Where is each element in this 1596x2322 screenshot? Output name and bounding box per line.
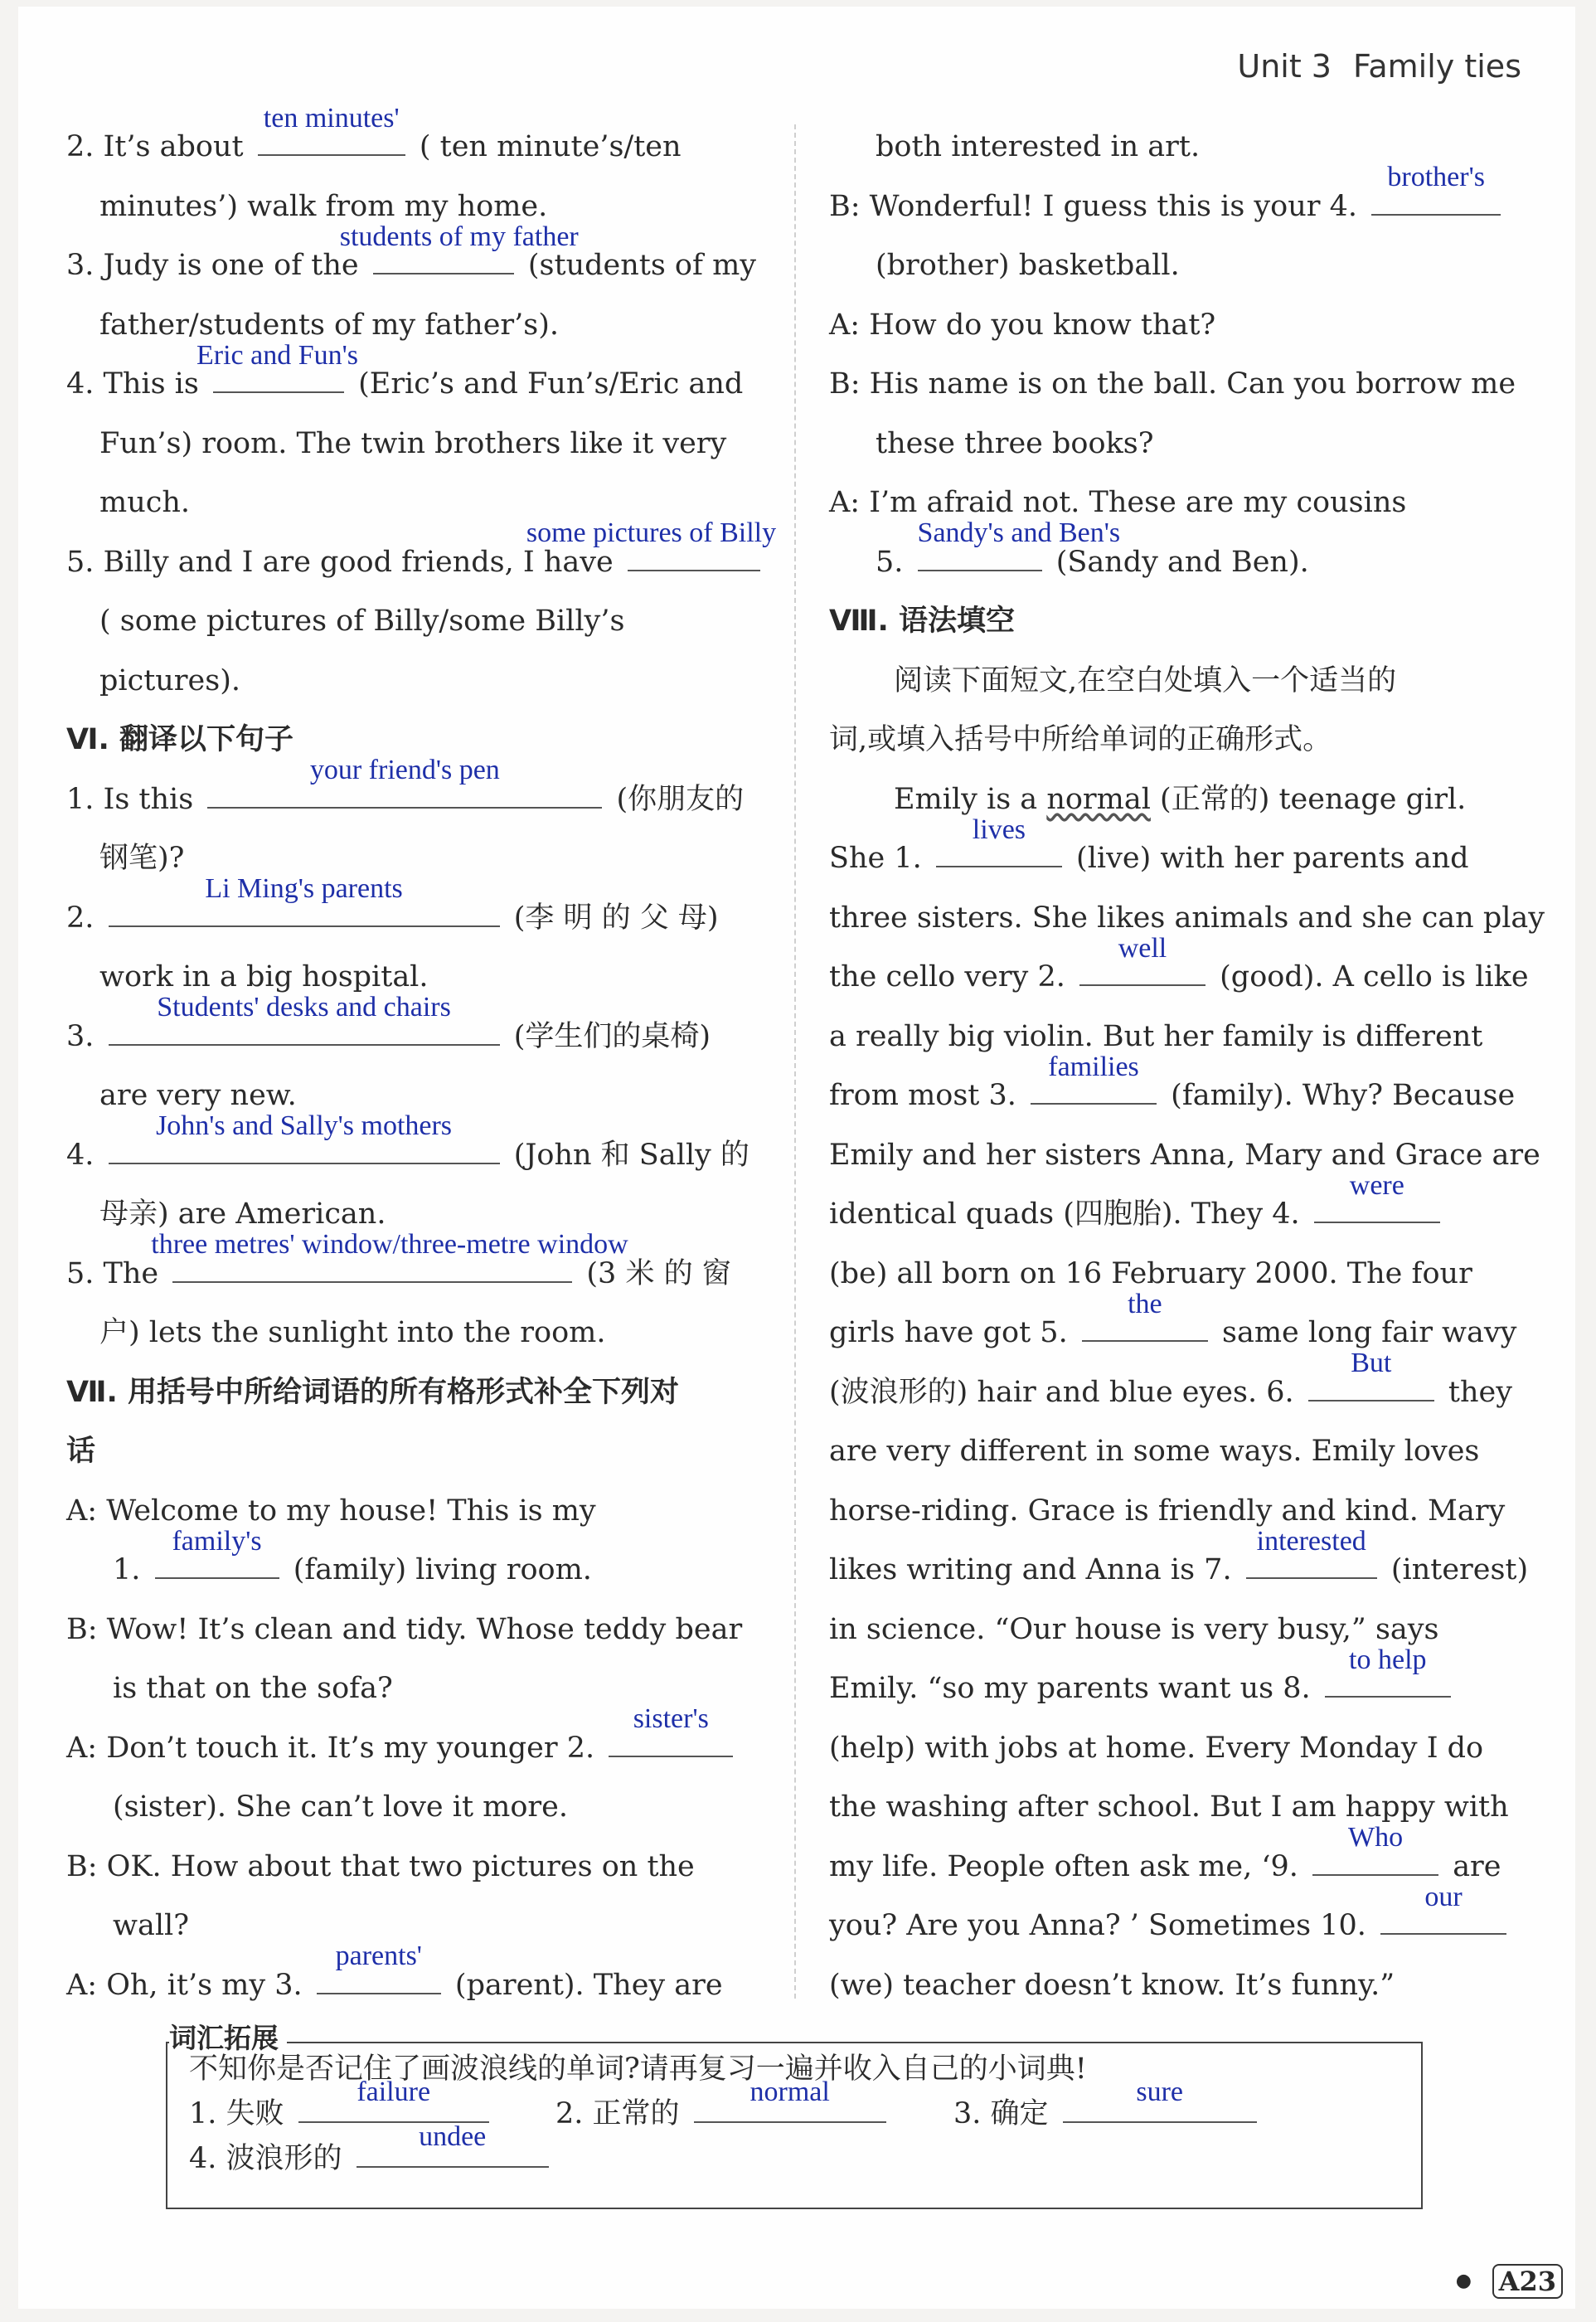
vocab-item-3: 3. 确定 sure — [953, 2091, 1262, 2136]
answer-blank[interactable]: students of my father — [373, 245, 514, 274]
vocab-item-4: 4. 波浪形的 undee — [189, 2136, 554, 2181]
answer-blank[interactable]: our — [1380, 1905, 1506, 1935]
answer-blank[interactable]: interested — [1246, 1549, 1377, 1579]
translate-4: 4. John's and Sally's mothers (John 和 Sally 的 — [66, 1110, 749, 1172]
exercise-5-5: 5. Billy and I are good friends, I have some pictures of Billy — [66, 517, 777, 579]
section-6-heading: Ⅵ. 翻译以下句子 — [66, 723, 293, 756]
vocab-item-2: 2. 正常的 normal — [555, 2091, 891, 2136]
answer-blank[interactable]: Who — [1312, 1846, 1438, 1876]
vocab-intro: 不知你是否记住了画波浪线的单词?请再复习一遍并收入自己的小词典! — [189, 2052, 1087, 2086]
left-column: 2. It’s about ten minutes' ( ten minute’s/ten minutes’) walk from my home. 3. Judy is one of the students of my father (students of my father/students of my father’s). 4. This is Eric and Fun's (Eric’s and Fun’s/Eric and Fun’s) room. The twin brothers like it very much. 5. Billy and I are good friends, I have some pictures of Billy ( some pictures of Billy/some Billy’s pictures). Ⅵ. 翻译以下句子 1. Is this your friend's pen (你朋友的 钢笔)? 2. Li Ming's parents (李 明 的 父 母) work in a big hospital. 3. Students' desks and chairs (学生们的桌椅) are very new. 4. John's and Sally's mothers (John 和 Sally 的 母亲) are American. 5. The three metres' window/three-metre window (3 米 的 窗 户) lets the sunlight into the room. Ⅶ. 用括号中所给词语的所有格形式补全下列对 话 A: Welcome to my house! This is my 1. family's (family) living room. B: Wow! It’s clean and tidy. Whose teddy bear is that on the sofa? A: Don’t touch it. It’s my younger 2. sister's (sister). She can’t love it more. B: OK. How about that two pictures on the wall? A: Oh, it’s my 3. parents' (parent). They are — [66, 118, 763, 2015]
grammar-blank-7: likes writing and Anna is 7. interested (interest) — [829, 1525, 1529, 1586]
exercise-5-4: 4. This is Eric and Fun's (Eric’s and Fun’s/Eric and — [66, 339, 744, 401]
translate-3: 3. Students' desks and chairs (学生们的桌椅) — [66, 992, 711, 1053]
answer-blank[interactable]: Students' desks and chairs — [109, 1016, 500, 1046]
grammar-blank-2: the cello very 2. well (good). A cello is like — [829, 932, 1529, 993]
answer-blank[interactable]: some pictures of Billy — [628, 542, 760, 571]
answer-blank[interactable]: ten minutes' — [258, 126, 405, 156]
answer-blank[interactable]: John's and Sally's mothers — [109, 1134, 500, 1164]
answer-blank[interactable]: families — [1031, 1075, 1157, 1105]
answer-blank[interactable]: three metres' window/three-metre window — [172, 1253, 572, 1283]
answer-blank[interactable]: Li Ming's parents — [109, 897, 500, 927]
answer-blank[interactable]: to help — [1325, 1668, 1451, 1698]
column-divider — [794, 124, 796, 1999]
dialog-blank-4: B: Wonderful! I guess this is your 4. brother's — [829, 177, 1526, 237]
vocab-box-title: 词汇拓展 — [169, 2017, 287, 2056]
translate-1: 1. Is this your friend's pen (你朋友的 — [66, 755, 745, 816]
answer-blank[interactable]: Sandy's and Ben's — [918, 542, 1042, 571]
section-7-heading: Ⅶ. 用括号中所给词语的所有格形式补全下列对 — [66, 1375, 679, 1409]
grammar-blank-6: (波浪形的) hair and blue eyes. 6. But they — [829, 1348, 1512, 1409]
answer-blank[interactable]: But — [1308, 1372, 1434, 1401]
answer-blank[interactable]: brother's — [1371, 186, 1501, 216]
grammar-blank-8: Emily. “so my parents want us 8. to help — [829, 1659, 1526, 1719]
dialog-blank-2: A: Don’t touch it. It’s my younger 2. sister's — [66, 1719, 763, 1779]
exercise-5-2: 2. It’s about ten minutes' ( ten minute’s/ten — [66, 102, 682, 163]
section-8-heading: Ⅷ. 语法填空 — [829, 605, 1016, 638]
grammar-blank-9: my life. People often ask me, ‘9. Who are — [829, 1822, 1501, 1883]
answer-blank[interactable]: normal — [694, 2093, 886, 2123]
answer-blank[interactable]: sure — [1063, 2093, 1257, 2123]
vocab-box-content — [189, 2047, 1400, 2181]
dialog-blank-5: 5. Sandy's and Ben's (Sandy and Ben). — [876, 517, 1309, 579]
grammar-blank-5: girls have got 5. the same long fair wavy — [829, 1288, 1517, 1349]
grammar-blank-3: from most 3. families (family). Why? Because — [829, 1051, 1516, 1112]
translate-5: 5. The three metres' window/three-metre window (3 米 的 窗 — [66, 1229, 731, 1290]
answer-blank[interactable]: parents' — [317, 1965, 441, 1994]
answer-blank[interactable]: family's — [155, 1549, 279, 1579]
answer-blank[interactable]: the — [1082, 1312, 1208, 1342]
wavy-word-normal: normal — [1046, 782, 1151, 816]
vocab-item-1: 1. 失败 failure — [189, 2091, 494, 2136]
unit-label: Unit 3 — [1237, 48, 1332, 85]
page-number: A23 — [1492, 2264, 1563, 2299]
answer-blank[interactable]: Eric and Fun's — [213, 363, 344, 393]
right-column: both interested in art. B: Wonderful! I guess this is your 4. brother's (brother) basketball. A: How do you know that? B: His name is on the ball. Can you borrow me these three books? A: I’m afraid not. These are my cousins 5. Sandy's and Ben's (Sandy and Ben). Ⅷ. 语法填空 阅读下面短文,在空白处填入一个适当的 词,或填入括号中所给单词的正确形式。 Emily is a normal (正常的) teenage girl. She 1. lives (live) with her parents and three sisters. She likes animals and she can play the cello very 2. well (good). A cello is like a really big violin. But her family is different from most 3. families (family). Why? Because Emily and her sisters Anna, Mary and Grace are identical quads (四胞胎). They 4. were (be) all born on 16 February 2000. The four girls have got 5. the same long fair wavy (波浪形的) hair and blue eyes. 6. But they are very different in some ways. Emily loves horse-riding. Grace is friendly and kind. Mary likes writing and Anna is 7. interested (interest) in science. “Our house is very busy,” says Emily. “so my parents want us 8. to help (help) with jobs at home. Every Monday I do the washing after school. But I am happy with my life. People often ask me, ‘9. Who are you? Are you Anna? ’ Sometimes 10. our (we) teacher doesn’t know. It’s funny.” — [829, 130, 1545, 2002]
grammar-blank-4: identical quads (四胞胎). They 4. were — [829, 1185, 1526, 1245]
grammar-blank-10: you? Are you Anna? ’ Sometimes 10. our — [829, 1897, 1526, 1956]
answer-blank[interactable]: were — [1314, 1193, 1440, 1223]
translate-2: 2. Li Ming's parents (李 明 的 父 母) — [66, 873, 719, 935]
exercise-5-3: 3. Judy is one of the students of my father (students of my — [66, 221, 757, 282]
unit-title: Family ties — [1353, 48, 1521, 85]
dialog-blank-1: 1. family's (family) living room. — [113, 1525, 592, 1586]
answer-blank[interactable]: lives — [936, 838, 1062, 867]
answer-blank[interactable]: failure — [298, 2093, 489, 2123]
answer-blank[interactable]: well — [1079, 956, 1205, 986]
answer-blank[interactable]: your friend's pen — [207, 779, 602, 809]
dialog-blank-3: A: Oh, it’s my 3. parents' (parent). They are — [66, 1941, 723, 2002]
answer-blank[interactable]: sister's — [609, 1727, 733, 1757]
grammar-blank-1: She 1. lives (live) with her parents and — [829, 814, 1469, 875]
answer-blank[interactable]: undee — [357, 2138, 549, 2168]
page-dot-icon: ● — [1455, 2271, 1472, 2291]
page-header — [1237, 48, 1521, 85]
